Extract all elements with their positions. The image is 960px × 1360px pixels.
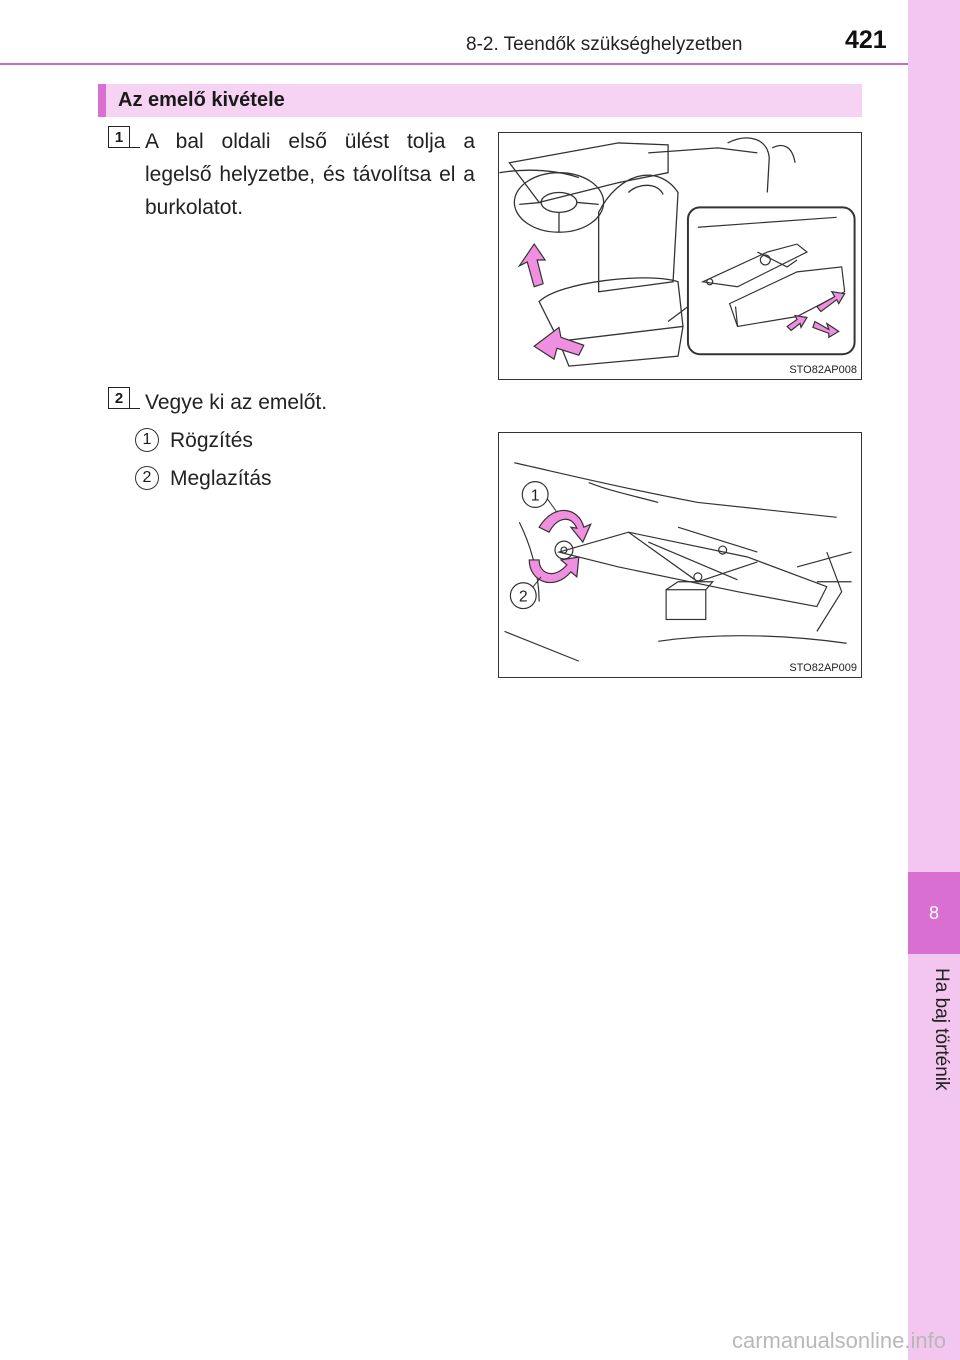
figure-seat-and-cover [498, 132, 862, 380]
figure-callout-2-label: 2 [518, 588, 528, 606]
step-1-rule [108, 147, 140, 148]
figure-jack-removal [498, 432, 862, 678]
step-1-text: A bal oldali első ülést tolja a legelső helyzetbe, és távolítsa el a burkolatot. [145, 130, 475, 219]
seat-cover-illustration [499, 133, 861, 379]
header-divider [0, 63, 908, 65]
sub-item-1-number: 1 [135, 428, 159, 452]
figure-callout-1-label: 1 [530, 487, 540, 505]
section-heading: Az emelő kivétele [98, 84, 862, 117]
chapter-number-badge: 8 [908, 872, 960, 954]
watermark: carmanualsonline.info [731, 1328, 946, 1353]
sub-item-1-text: Rögzítés [170, 429, 253, 452]
step-2-rule [108, 408, 140, 409]
step-2-text: Vegye ki az emelőt. [145, 391, 328, 414]
step-1-number: 1 [108, 126, 130, 148]
sub-item-2-number: 2 [135, 466, 159, 490]
chapter-title-vertical: Ha baj történik [931, 968, 952, 1091]
jack-illustration [499, 433, 861, 677]
header-section-title: 8-2. Teendők szükséghelyzetben [466, 34, 743, 55]
figure-callout-2 [510, 583, 536, 609]
step-2-number: 2 [108, 387, 130, 409]
sub-item-2-text: Meglazítás [170, 467, 272, 490]
figure-2-code: STO82AP009 [789, 662, 857, 674]
page-number: 421 [845, 26, 887, 54]
chapter-side-tab [908, 0, 960, 1360]
figure-callout-1 [522, 482, 548, 508]
figure-1-code: STO82AP008 [789, 364, 857, 376]
